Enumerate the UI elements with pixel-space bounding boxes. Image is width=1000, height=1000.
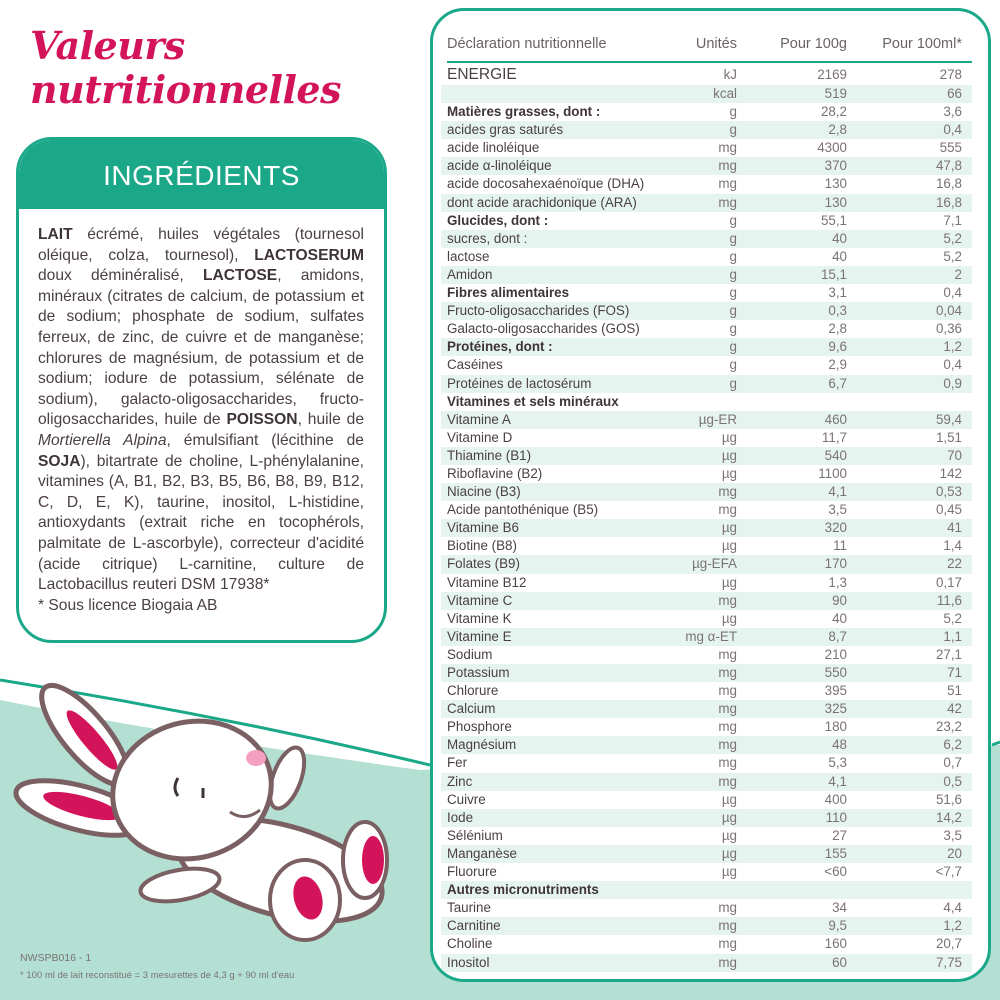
title-line-1: Valeurs [30,23,185,68]
value-per-100g: 130 [824,176,847,192]
reconstitution-note: * 100 ml de lait reconstitué = 3 mesurettes de 4,3 g + 90 ml d'eau [20,970,295,981]
ingredients-text [19,209,384,596]
table-row [441,175,972,193]
value-per-100ml: 27,1 [935,646,962,662]
nutrient-name: Vitamine B12 [447,574,527,590]
nutrient-unit: mg [718,936,737,952]
product-code: NWSPB016 - 1 [20,952,92,964]
nutrient-unit: µg-EFA [692,556,737,572]
value-per-100ml: 5,2 [943,248,962,264]
value-per-100ml: 51,6 [935,791,962,807]
value-per-100ml: 5,2 [943,610,962,626]
nutrient-unit: g [729,321,737,337]
value-per-100ml: 4,4 [943,900,962,916]
value-per-100ml: 2 [954,266,962,282]
value-per-100ml: 7,1 [943,212,962,228]
table-row [441,194,972,212]
value-per-100g: 460 [824,411,847,427]
table-row [441,320,972,338]
value-per-100ml: 5,2 [943,230,962,246]
page-title [30,24,341,112]
value-per-100g: 540 [824,447,847,463]
nutrient-unit [665,881,737,899]
nutrition-table-body [441,64,972,972]
value-per-100g [737,393,847,411]
value-per-100g: 3,5 [828,502,847,518]
nutrient-name: Biotine (B8) [447,538,517,554]
nutrient-unit: mg [718,140,737,156]
ingredient-text: , huile de [297,411,364,429]
nutrient-unit: mg [718,719,737,735]
allergen-highlight: LACTOSERUM [254,246,364,264]
value-per-100ml: 14,2 [935,809,962,825]
table-row [441,845,972,863]
nutrient-name: Folates (B9) [447,556,520,572]
value-per-100ml: 0,4 [943,357,962,373]
nutrient-name: Sélénium [447,827,503,843]
table-row [441,736,972,754]
value-per-100g: 155 [824,845,847,861]
nutrient-name: Galacto-oligosaccharides (GOS) [447,321,640,337]
value-per-100g: 15,1 [820,266,847,282]
value-per-100g: 60 [832,954,847,970]
nutrient-name: acide docosahexaénoïque (DHA) [447,176,645,192]
ingredient-text: ), bitartrate de choline, L-phénylalanine, vitamines (A, B1, B2, B3, B5, B6, B8, B9, B12, C, D, E, K), taurine, inositol, L-histidine, antioxydants (extrait riche en tocophérols, palmitate de L-ascorbyle), correcteur d'acidité (acide citrique) L-carnitine, culture de Lactobacillus reuteri DSM 17938* [38,452,364,594]
table-row [441,754,972,772]
table-row [441,103,972,121]
nutrient-name: Vitamine C [447,592,513,608]
nutrient-name [447,85,665,103]
value-per-100ml: 0,9 [943,375,962,391]
value-per-100g: 2,8 [828,321,847,337]
value-per-100ml: 0,17 [935,574,962,590]
table-row [441,519,972,537]
nutrient-unit: mg [718,918,737,934]
value-per-100g: 11 [833,538,847,554]
table-row [441,827,972,845]
nutrient-name: Protéines, dont : [447,339,553,355]
table-row [441,393,972,411]
value-per-100g: 48 [832,737,847,753]
nutrient-name: Zinc [447,773,473,789]
value-per-100g: 4,1 [828,484,847,500]
nutrient-name: Calcium [447,701,496,717]
nutrient-name: dont acide arachidonique (ARA) [447,194,637,210]
table-row [441,447,972,465]
nutrient-name: sucres, dont : [447,230,528,246]
value-per-100g: 370 [824,158,847,174]
nutrient-name: Niacine (B3) [447,484,521,500]
nutrient-unit: kcal [713,86,737,101]
value-per-100ml: 20 [947,845,962,861]
nutrient-unit: mg [718,701,737,717]
nutrient-name: Vitamine D [447,429,513,445]
nutrient-name: acides gras saturés [447,122,564,138]
nutrient-name: lactose [447,248,490,264]
nutrient-name: Fructo-oligosaccharides (FOS) [447,303,630,319]
nutrient-name: Vitamine B6 [447,520,519,536]
nutrient-unit: kJ [723,67,737,82]
table-row [441,375,972,393]
allergen-highlight: LACTOSE [202,267,278,285]
table-row [441,284,972,302]
table-row [441,64,972,85]
value-per-100ml: 0,7 [943,755,962,771]
value-per-100ml: 1,51 [935,429,962,445]
allergen-highlight: LAIT [38,226,73,243]
value-per-100ml: 20,7 [935,936,962,952]
nutrient-unit: mg [718,502,737,518]
table-row [441,230,972,248]
nutrient-unit: µg [721,827,737,843]
nutrient-unit: g [729,212,737,228]
nutrient-name: Sodium [447,646,493,662]
value-per-100g: 40 [832,230,847,246]
value-per-100ml: 71 [947,665,962,680]
value-per-100ml: 0,53 [935,484,962,500]
nutrient-name: Glucides, dont : [447,212,549,228]
nutrient-unit: g [729,285,737,301]
nutrient-unit: mg [718,194,737,210]
table-row [441,555,972,573]
value-per-100ml: 70 [947,447,962,463]
value-per-100ml: 7,75 [935,954,962,970]
value-per-100ml: 1,1 [943,628,962,644]
nutrient-unit: mg [718,755,737,771]
nutrient-unit: mg [718,683,737,699]
value-per-100ml: 51 [947,683,962,699]
nutrient-name: Magnésium [447,737,517,753]
value-per-100ml: 16,8 [935,194,962,210]
value-per-100ml: 555 [939,140,962,156]
table-row [441,338,972,356]
value-per-100g: 2169 [817,67,847,82]
nutrient-name: Autres micronutriments [447,882,599,898]
value-per-100ml: 3,6 [943,104,962,120]
ingredients-license-note: * Sous licence Biogaia AB [38,596,218,614]
nutrient-unit: g [729,248,737,264]
value-per-100g: 110 [825,809,847,825]
value-per-100ml: 0,5 [943,773,962,789]
nutrient-unit: mg [718,900,737,916]
table-row [441,411,972,429]
value-per-100g: 9,6 [828,339,847,355]
value-per-100ml [847,881,962,899]
header-units: Unités [695,36,737,52]
nutrient-unit: g [729,266,737,282]
value-per-100g: 210 [824,646,847,662]
value-per-100g: 90 [832,592,847,608]
value-per-100ml: 6,2 [943,737,962,753]
value-per-100g: 1100 [818,465,847,481]
value-per-100g: 34 [832,900,847,916]
value-per-100ml: <7,7 [935,864,962,880]
nutrient-name: Taurine [447,900,491,916]
nutrient-unit: µg [721,845,737,861]
nutrient-name: Vitamine E [447,628,512,644]
nutrient-name: Choline [447,936,493,952]
value-per-100g: 130 [824,194,847,210]
nutrient-unit: mg α-ET [685,628,737,644]
table-row [441,356,972,374]
value-per-100g: 40 [832,248,847,264]
nutrient-unit: µg [721,574,737,590]
table-row [441,429,972,447]
nutrient-unit: µg [721,791,737,807]
value-per-100ml: 66 [947,86,962,101]
nutrient-unit: µg [721,610,737,626]
table-row [441,700,972,718]
table-row [441,773,972,791]
nutrient-unit: µg [721,864,737,880]
nutrient-unit: µg [721,520,737,536]
header-per-100ml: Pour 100ml* [882,36,962,52]
table-row [441,954,972,972]
nutrient-name: Vitamine A [447,411,511,427]
value-per-100g: 1,3 [828,574,847,590]
value-per-100ml [847,393,962,411]
value-per-100ml: 47,8 [935,158,962,174]
nutrient-unit: µg [721,447,737,463]
allergen-highlight: SOJA [38,452,81,470]
nutrient-name: Chlorure [447,683,499,699]
nutrient-name: Protéines de lactosérum [447,375,592,391]
nutrient-name: Iode [447,809,474,825]
table-row [441,139,972,157]
table-row [441,682,972,700]
value-per-100ml: 23,2 [935,719,962,735]
value-per-100g: 11,7 [821,429,847,445]
nutrient-name: Vitamine K [447,610,512,626]
ingredient-text: Mortierella Alpina [38,431,167,449]
nutrient-unit: µg [721,809,737,825]
nutrient-unit: µg [721,538,737,554]
nutrient-unit: mg [718,176,737,192]
table-row [441,483,972,501]
nutrient-name: acide linoléique [447,140,540,156]
nutrient-name: Vitamines et sels minéraux [447,393,619,409]
value-per-100g: 55,1 [820,212,847,228]
value-per-100ml: 16,8 [935,176,962,192]
nutrient-name: Thiamine (B1) [447,447,532,463]
nutrition-table-card [430,8,991,982]
nutrient-unit: g [729,357,737,373]
nutrient-unit: mg [718,646,737,662]
value-per-100g: 6,7 [828,375,847,391]
nutrient-unit: g [729,230,737,246]
table-row [441,157,972,175]
table-row [441,302,972,320]
nutrient-unit: µg [721,429,737,445]
table-row [441,809,972,827]
table-row [441,248,972,266]
value-per-100g: 180 [824,719,847,735]
nutrient-unit: mg [718,592,737,608]
nutrient-unit: mg [718,737,737,753]
value-per-100g: 395 [824,683,847,699]
value-per-100g: 2,9 [828,357,847,373]
value-per-100ml: 59,4 [935,411,962,427]
nutrient-unit: g [729,122,737,138]
ingredients-card [16,137,387,643]
nutrient-name: Manganèse [447,845,517,861]
value-per-100ml: 41 [947,520,962,536]
value-per-100ml: 22 [947,556,962,572]
value-per-100g: 325 [824,701,847,717]
bunny-illustration [0,660,420,960]
allergen-highlight: POISSON [226,411,298,429]
value-per-100ml: 1,2 [943,339,962,355]
table-row [441,465,972,483]
value-per-100g: 40 [832,610,847,626]
value-per-100g: 4300 [817,140,847,156]
nutrient-unit: mg [718,158,737,174]
nutrient-name: Potassium [447,665,510,680]
ingredients-heading: INGRÉDIENTS [19,140,384,209]
nutrient-name: Amidon [447,266,493,282]
value-per-100g: 5,3 [828,755,847,771]
table-row [441,791,972,809]
nutrient-unit: mg [718,773,737,789]
value-per-100g: 519 [824,86,847,101]
nutrient-name: Carnitine [447,918,501,934]
nutrient-unit [665,393,737,411]
value-per-100g: 0,3 [828,303,847,319]
value-per-100g: 9,5 [828,918,847,934]
value-per-100ml: 1,2 [943,918,962,934]
table-row [441,646,972,664]
header-declaration: Déclaration nutritionnelle [447,36,607,52]
nutrient-name: ENERGIE [447,66,517,83]
nutrient-name: Cuivre [447,791,486,807]
value-per-100g: <60 [824,864,847,880]
nutrient-name: Fer [447,755,468,771]
nutrient-unit: g [729,303,737,319]
table-row [441,881,972,899]
value-per-100g: 3,1 [828,285,847,301]
nutrient-name: Riboflavine (B2) [447,465,543,481]
value-per-100ml: 0,4 [943,122,962,138]
nutrient-unit: g [729,375,737,391]
table-row [441,121,972,139]
value-per-100g [737,881,847,899]
value-per-100g: 2,8 [828,122,847,138]
table-row [441,501,972,519]
nutrient-unit: mg [718,954,737,970]
value-per-100ml: 0,04 [935,303,962,319]
nutrient-name: Phosphore [447,719,512,735]
ingredient-text: , amidons, minéraux (citrates de calcium, de potassium et de sodium; phosphate de sodium, sulfates ferreux, de zinc, de cuivre et de manganèse; chlorures de magnésium, de potassium et de sodium; iodure de potassium, sélénate de sodium), galacto-oligosaccharides, fructo-oligosaccharides, huile de [38,267,364,429]
nutrient-unit: g [729,339,737,355]
value-per-100g: 4,1 [828,773,847,789]
value-per-100ml: 0,45 [935,502,962,518]
title-line-2: nutritionnelles [30,67,341,112]
table-row [441,664,972,682]
nutrient-name: Fluorure [447,864,497,880]
table-row [441,574,972,592]
ingredient-text: écrémé, huiles végétales (tournesol oléique, colza, tournesol), [38,226,364,264]
nutrient-name: Matières grasses, dont : [447,104,601,120]
nutrient-unit: g [729,104,737,120]
nutrient-unit: µg-ER [698,411,737,427]
table-row [441,85,972,103]
ingredient-text: doux déminéralisé, [38,267,203,285]
nutrient-name: Fibres alimentaires [447,285,570,301]
value-per-100g: 8,7 [828,628,847,644]
value-per-100g: 27 [832,827,847,843]
value-per-100ml: 42 [947,701,962,717]
table-row [441,718,972,736]
table-row [441,899,972,917]
nutrient-name: Inositol [447,954,490,970]
nutrient-unit: µg [721,465,737,481]
value-per-100g: 400 [824,791,847,807]
value-per-100ml: 3,5 [943,827,962,843]
nutrient-unit: mg [718,665,737,680]
table-row [441,917,972,935]
value-per-100g: 170 [824,556,847,572]
value-per-100g: 160 [824,936,847,952]
table-row [441,628,972,646]
table-row [441,266,972,284]
nutrient-unit: mg [718,484,737,500]
value-per-100g: 550 [824,665,847,680]
table-row [441,935,972,953]
nutrient-name: Acide pantothénique (B5) [447,502,599,518]
value-per-100ml: 0,4 [943,285,962,301]
ingredient-text: , émulsifiant (lécithine de [166,431,364,449]
header-per-100g: Pour 100g [780,36,847,52]
value-per-100ml: 142 [939,465,962,481]
value-per-100g: 320 [824,520,847,536]
nutrient-name: acide α-linoléique [447,158,552,174]
table-row [441,863,972,881]
value-per-100ml: 278 [939,67,962,82]
table-row [441,592,972,610]
value-per-100g: 28,2 [820,104,847,120]
nutrient-name: Caséines [447,357,503,373]
nutrition-table-header [447,31,972,63]
table-row [441,610,972,628]
table-row [441,212,972,230]
value-per-100ml: 11,6 [936,592,962,608]
value-per-100ml: 0,36 [935,321,962,337]
value-per-100ml: 1,4 [943,538,962,554]
table-row [441,537,972,555]
